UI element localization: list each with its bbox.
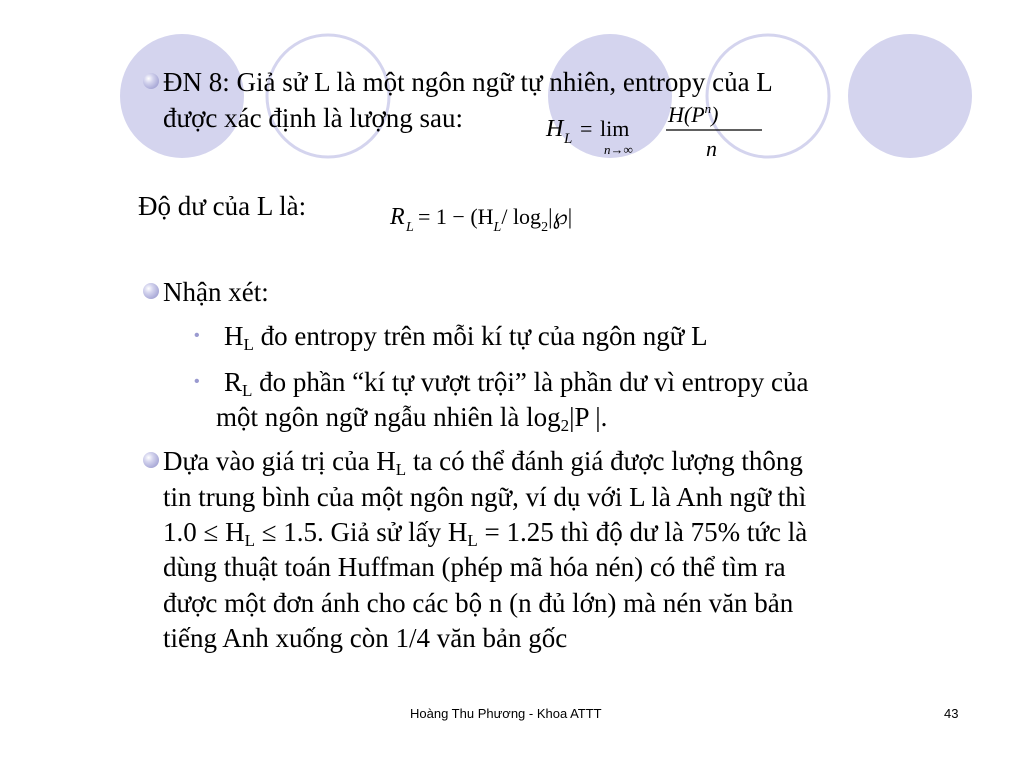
entropy-lhs-subscript: L <box>564 131 573 147</box>
paragraph-line-2: tin trung bình của một ngôn ngữ, ví dụ với L là Anh ngữ thì <box>163 482 807 512</box>
entropy-equals: = <box>580 116 593 141</box>
remark-rl-line-2: một ngôn ngữ ngẫu nhiên là $\log_2|P$ |. <box>216 402 608 435</box>
remarks-heading: Nhận xét: <box>163 277 269 307</box>
bullet-icon <box>143 283 159 299</box>
remark-rl-line-1: $R_L$ đo phần “kí tự vượt trội” là phần dư vì entropy của <box>224 367 809 400</box>
entropy-lim-subscript: n→∞ <box>604 142 633 157</box>
entropy-denominator: n <box>706 136 717 161</box>
redundancy-lhs-subscript: L <box>406 220 414 235</box>
paragraph-line-5: được một đơn ánh cho các bộ n (n đủ lớn) mà nén văn bản <box>163 588 794 618</box>
entropy-formula <box>540 98 770 164</box>
entropy-numerator: $H(P^n)$ <box>668 101 719 127</box>
entropy-lim: lim <box>600 116 630 141</box>
paragraph-line-1: Dựa vào giá trị của $H_L$ ta có thể đánh giá được lượng thông <box>163 446 803 479</box>
definition-line-1: ĐN 8: Giả sử L là một ngôn ngữ tự nhiên, entropy của L <box>163 67 773 97</box>
page-number: 43 <box>944 706 959 721</box>
redundancy-rhs: = $1 - (H_L/$ $\log_2|℘|$ <box>418 204 573 235</box>
entropy-lhs: H <box>546 116 564 142</box>
footer-author: Hoàng Thu Phương - Khoa ATTT <box>410 706 602 721</box>
definition-line-2: được xác định là lượng sau: <box>163 103 464 133</box>
redundancy-label: Độ dư của L là: <box>138 191 307 221</box>
paragraph-line-3: $1.0 \le H_L \le 1.5$. Giả sử lấy $H_L = 1.25$ thì độ dư là 75% tức là <box>163 517 808 550</box>
paragraph-line-4: dùng thuật toán Huffman (phép mã hóa nén) có thể tìm ra <box>163 552 786 582</box>
bullet-icon <box>143 452 159 468</box>
redundancy-lhs: R <box>390 204 405 230</box>
remark-hl: $H_L$ đo entropy trên mỗi kí tự của ngôn ngữ L <box>224 321 708 354</box>
bullet-icon <box>143 73 159 89</box>
sub-bullet-icon: • <box>194 373 200 390</box>
sub-bullet-icon: • <box>194 327 200 344</box>
paragraph-line-6: tiếng Anh xuống còn 1/4 văn bản gốc <box>163 623 568 653</box>
redundancy-formula <box>386 196 626 240</box>
